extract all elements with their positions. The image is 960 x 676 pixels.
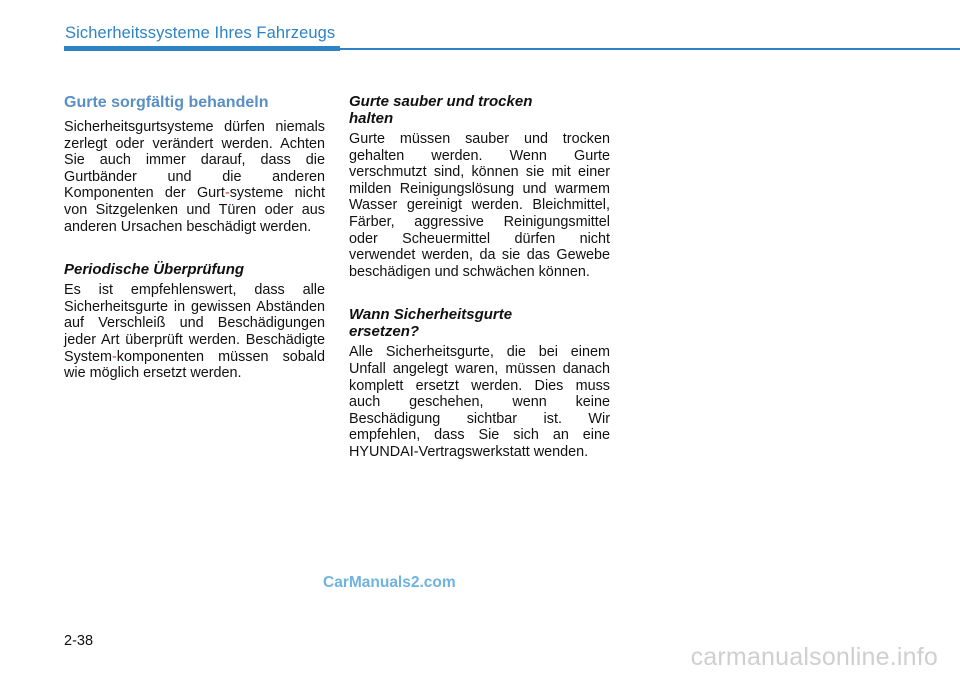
paragraph-handling-part2: systeme nicht von Sitzgelenken und Türen oder aus anderen Ursachen beschädigt werden. [64,185,325,235]
header-rule-thin [340,48,960,50]
paragraph-periodic-check [64,282,325,382]
hyphen-mark: - [224,185,230,202]
header-rule-thick [64,46,340,51]
subheading-clean-dry-line2: halten [349,110,394,127]
subheading-periodic-check: Periodische Überprüfung [64,261,245,279]
hyphen-mark: - [111,348,117,365]
subheading-clean-dry [349,93,610,127]
paragraph-replace-belts: Alle Sicherheitsgurte, die bei einem Unfall angelegt waren, müssen danach komplett ersetzt werden. Dies muss auch geschehen, wenn keine Beschädigung sichtbar ist. Wir empfehlen, dass Sie sich an eine HYUNDAI-Vertragswerkstatt wenden. [349,344,610,460]
left-column [64,93,325,382]
paragraph-handling-part1: Sicherheitsgurtsysteme dürfen niemals zerlegt oder verändert werden. Achten Sie auch immer darauf, dass die Gurtbänder und die anderen Komponenten der Gurt [64,119,325,202]
subheading-replace-belts [349,306,610,340]
paragraph-periodic-part2: komponenten müssen sobald wie möglich ersetzt werden. [64,348,325,382]
subheading-clean-dry-line1: Gurte sauber und trocken [349,93,533,110]
page-header-title: Sicherheitssysteme Ihres Fahrzeugs [65,24,336,42]
subheading-replace-line2: ersetzen? [349,323,420,341]
watermark-carmanualsonline: carmanualsonline.info [690,643,938,671]
page-number: 2-38 [64,633,94,649]
subheading-replace-line1: Wann Sicherheitsgurte [349,306,513,324]
section-heading: Gurte sorgfältig behandeln [64,94,269,111]
paragraph-handling [64,119,325,235]
watermark-carmanuals2[interactable]: CarManuals2.com [323,574,456,591]
paragraph-clean-dry: Gurte müssen sauber und trocken gehalten werden. Wenn Gurte verschmutzt sind, können sie mit einer milden Reinigungslösung und warmem Wasser gereinigt werden. Bleichmittel, Färber, aggressive Reinigungsmittel oder Scheuermittel dürfen nicht verwendet werden, da sie das Gewebe beschädigen und schwächen können. [349,131,610,280]
right-column [349,93,610,461]
paragraph-periodic-part1: Es ist empfehlenswert, dass alle Sicherheitsgurte in gewissen Abständen auf Verschleiß und Beschädigungen jeder Art überprüft werden. Beschädigte System [64,282,325,365]
